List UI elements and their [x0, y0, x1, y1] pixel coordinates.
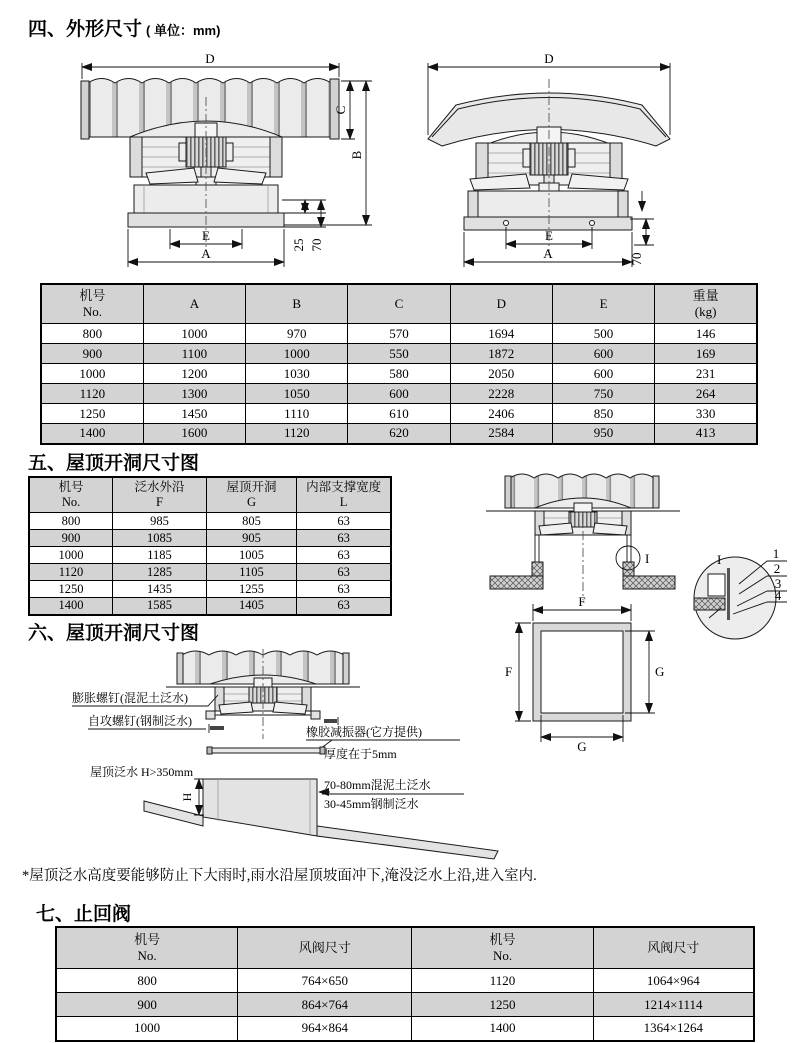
col-header: 泛水外沿 F: [113, 477, 207, 513]
cell: 985: [113, 513, 207, 530]
cell: 169: [655, 344, 757, 364]
cell: 1214×1114: [593, 993, 754, 1017]
col-header: C: [348, 284, 450, 324]
col-header: 机号 No.: [412, 927, 593, 969]
cell: 2050: [450, 364, 552, 384]
table-row: [41, 324, 757, 344]
cell: 1000: [143, 324, 245, 344]
thickness-label: 厚度在于5mm: [324, 747, 397, 761]
dimensions-table: [40, 283, 758, 445]
cell: 63: [297, 581, 391, 598]
flashing-section: [90, 764, 498, 859]
check-valve-table-wrap: [55, 926, 755, 1042]
cell: 1285: [113, 564, 207, 581]
steel-flashing-label: 30-45mm钢制泛水: [324, 797, 419, 811]
table-row: [56, 993, 754, 1017]
cell: 500: [552, 324, 654, 344]
cell: 1000: [29, 547, 113, 564]
col-header: B: [246, 284, 348, 324]
cell: 900: [56, 993, 238, 1017]
cell: 1085: [113, 530, 207, 547]
callout-1: 1: [772, 546, 780, 561]
cell: 1250: [41, 404, 143, 424]
section6-title-text: 六、屋顶开洞尺寸图: [28, 623, 200, 644]
cell: 63: [297, 547, 391, 564]
cell: 264: [655, 384, 757, 404]
col-header: 机号 No.: [41, 284, 143, 324]
dim-label-a: A: [201, 246, 211, 261]
cell: 550: [348, 344, 450, 364]
cell: 2406: [450, 404, 552, 424]
section4-unit-note: ( 单位：mm): [146, 23, 221, 38]
callout-3: 3: [774, 576, 782, 591]
tapping-screw-label: 自攻螺钉(钢制泛水): [88, 714, 192, 728]
col-header: 屋顶开洞 G: [206, 477, 296, 513]
cell: 900: [41, 344, 143, 364]
check-valve-table: [55, 926, 755, 1042]
cell: 850: [552, 404, 654, 424]
cell: 1000: [41, 364, 143, 384]
gasket-plate: [207, 747, 325, 754]
cell: 1200: [143, 364, 245, 384]
cell: 1120: [29, 564, 113, 581]
section7-title-text: 七、止回阀: [36, 904, 132, 925]
table-row: [29, 547, 391, 564]
table-header: [56, 927, 754, 969]
dim-label-c: C: [333, 105, 348, 115]
rubber-damper-label: 橡胶减振器(它方提供): [306, 725, 422, 739]
cell: 1872: [450, 344, 552, 364]
front-view-drawing: [58, 53, 392, 277]
cell: 1064×964: [593, 969, 754, 993]
cell: 63: [297, 513, 391, 530]
cell: 1105: [206, 564, 296, 581]
cell: 63: [297, 598, 391, 615]
table-header: [29, 477, 391, 513]
dimensions-table-wrap: [40, 283, 758, 445]
section5-title: [28, 448, 199, 475]
cell: 1250: [412, 993, 593, 1017]
table-row: [41, 344, 757, 364]
cell: 620: [348, 424, 450, 444]
section7-title: [36, 899, 131, 926]
table-row: [56, 1017, 754, 1041]
dim-label-g: G: [577, 739, 587, 754]
installed-vent-drawing: [438, 454, 700, 606]
col-header: D: [450, 284, 552, 324]
table-row: [29, 581, 391, 598]
cell: 764×650: [238, 969, 412, 993]
cell: 1000: [246, 344, 348, 364]
callout-4: 4: [774, 588, 782, 603]
concrete-flashing-label: 70-80mm混泥土泛水: [324, 778, 431, 792]
dim-label-e: E: [202, 228, 210, 243]
dim-label-e: E: [545, 228, 553, 243]
col-header: 风阀尺寸: [238, 927, 412, 969]
dim-label-f: F: [505, 664, 513, 679]
cell: 1185: [113, 547, 207, 564]
col-header: 重量 (kg): [655, 284, 757, 324]
dim-label-b: B: [349, 150, 364, 160]
cell: 1050: [246, 384, 348, 404]
cell: 800: [29, 513, 113, 530]
table-row: [41, 404, 757, 424]
cell: 1600: [143, 424, 245, 444]
detail-label-i: I: [717, 552, 722, 567]
section4-title-text: 四、外形尺寸: [28, 19, 143, 40]
section6-title: [28, 618, 199, 645]
base-skirt: [464, 191, 632, 230]
callout-2: 2: [773, 561, 781, 576]
table-row: [29, 564, 391, 581]
cell: 970: [246, 324, 348, 344]
cell: 1250: [29, 581, 113, 598]
cell: 900: [29, 530, 113, 547]
cell: 63: [297, 530, 391, 547]
dim-label-25: 25: [291, 238, 306, 252]
cell: 1400: [29, 598, 113, 615]
installation-drawing: [60, 645, 560, 860]
cell: 330: [655, 404, 757, 424]
cell: 1030: [246, 364, 348, 384]
concrete-curb: [490, 562, 675, 589]
table-row: [29, 530, 391, 547]
cell: 950: [552, 424, 654, 444]
cell: 570: [348, 324, 450, 344]
cell: 1005: [206, 547, 296, 564]
cell: 1100: [143, 344, 245, 364]
screw-icon: [209, 724, 224, 733]
cell: 1300: [143, 384, 245, 404]
expansion-screw-label: 膨胀螺钉(混泥土泛水): [72, 691, 188, 705]
dim-label-d: D: [205, 51, 215, 66]
table-row: [56, 969, 754, 993]
flashing-note: *屋顶泛水高度要能够防止下大雨时,雨水沿屋顶坡面冲下,淹没泛水上沿,进入室内.: [22, 868, 537, 884]
col-header: A: [143, 284, 245, 324]
table-row: [41, 364, 757, 384]
cell: 146: [655, 324, 757, 344]
dim-label-70: 70: [629, 252, 644, 266]
detail-label-i: I: [645, 551, 650, 566]
section4-title: [28, 14, 220, 41]
cell: 1120: [246, 424, 348, 444]
section5-title-text: 五、屋顶开洞尺寸图: [28, 453, 200, 474]
cell: 964×864: [238, 1017, 412, 1041]
cell: 2228: [450, 384, 552, 404]
cell: 1000: [56, 1017, 238, 1041]
table-row: [29, 513, 391, 530]
cell: 1255: [206, 581, 296, 598]
table-row: [29, 598, 391, 615]
cell: 2584: [450, 424, 552, 444]
table-row: [41, 424, 757, 444]
dim-label-70: 70: [309, 238, 324, 252]
col-header: 机号 No.: [29, 477, 113, 513]
cell: 600: [552, 364, 654, 384]
cell: 63: [297, 564, 391, 581]
cell: 800: [41, 324, 143, 344]
cell: 800: [56, 969, 238, 993]
cell: 1110: [246, 404, 348, 424]
table-row: [41, 384, 757, 404]
col-header: E: [552, 284, 654, 324]
table-header: [41, 284, 757, 324]
base-skirt: [128, 185, 326, 227]
cell: 905: [206, 530, 296, 547]
dim-label-a: A: [543, 246, 553, 261]
cell: 1400: [41, 424, 143, 444]
cell: 1585: [113, 598, 207, 615]
roof-opening-table-wrap: [28, 476, 392, 616]
cell: 231: [655, 364, 757, 384]
cell: 1694: [450, 324, 552, 344]
cell: 1120: [412, 969, 593, 993]
cell: 610: [348, 404, 450, 424]
detail-circle-drawing: [681, 538, 800, 646]
cell: 1364×1264: [593, 1017, 754, 1041]
dim-label-h: H: [180, 792, 194, 802]
cell: 750: [552, 384, 654, 404]
roof-flashing-label: 屋顶泛水 H>350mm: [90, 765, 194, 779]
cell: 1435: [113, 581, 207, 598]
side-view-drawing: [418, 53, 754, 277]
col-header: 内部支撑宽度 L: [297, 477, 391, 513]
cell: 1450: [143, 404, 245, 424]
col-header: 机号 No.: [56, 927, 238, 969]
cell: 1405: [206, 598, 296, 615]
roof-opening-table: [28, 476, 392, 616]
cell: 580: [348, 364, 450, 384]
cell: 600: [348, 384, 450, 404]
cell: 864×764: [238, 993, 412, 1017]
cell: 1400: [412, 1017, 593, 1041]
dim-label-g: G: [655, 664, 665, 679]
cell: 1120: [41, 384, 143, 404]
screw-icon: [324, 717, 338, 725]
cell: 600: [552, 344, 654, 364]
col-header: 风阀尺寸: [593, 927, 754, 969]
cell: 805: [206, 513, 296, 530]
cell: 413: [655, 424, 757, 444]
dim-label-d: D: [544, 51, 554, 66]
dim-label-f: F: [578, 594, 586, 609]
